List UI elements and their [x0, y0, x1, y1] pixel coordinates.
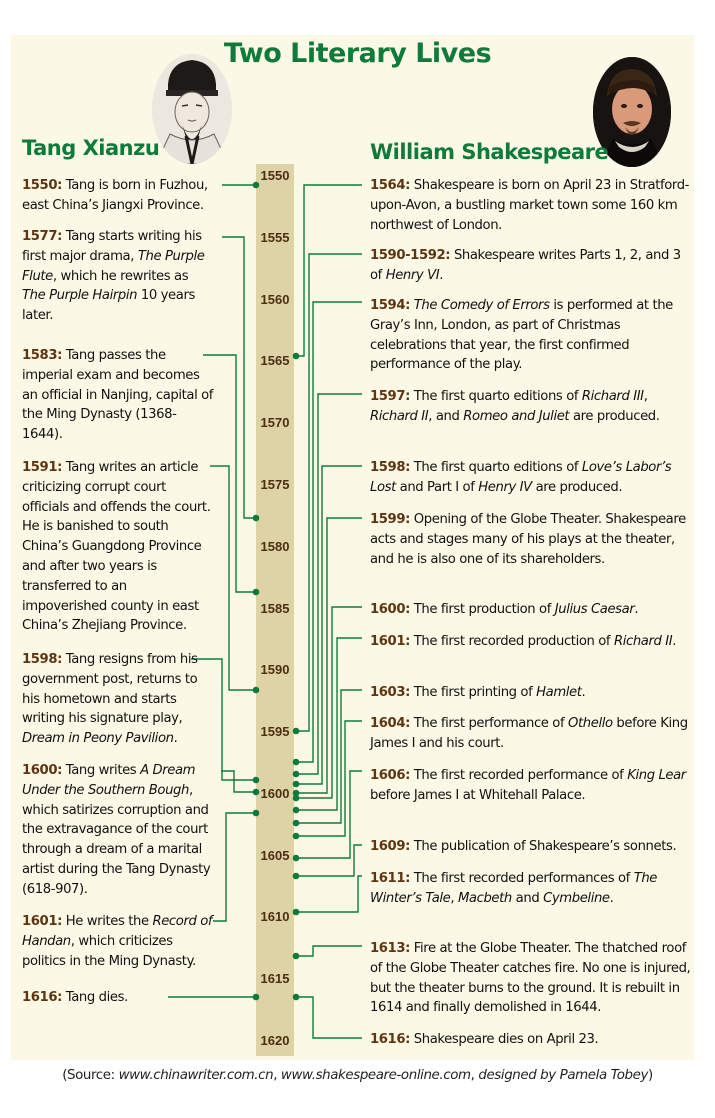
connector-tang-1577 [222, 237, 256, 518]
connector-shake-1597 [296, 394, 362, 774]
shakespeare-entry-1603: 1603: The first printing of Hamlet. [370, 685, 586, 700]
tang-entry-1598: 1598: Tang resigns from his government post, returns to his hometown and starts writing his signature play, Dream in Peony Pavilion. [22, 652, 198, 747]
connector-shake-1564 [296, 185, 362, 356]
connector-shake-1604 [296, 721, 362, 836]
shakespeare-entry-1599: 1599: Opening of the Globe Theater. Shakespeare acts and stages many of his plays at the theater, and he is also one of its shareholders. [370, 512, 686, 567]
timeline-year: 1615 [260, 971, 290, 986]
connector-shake-1590 [296, 254, 362, 731]
shakespeare-entry-1597: 1597: The first quarto editions of Richard III, Richard II, and Romeo and Juliet are produced. [370, 389, 660, 424]
shakespeare-entry-1609: 1609: The publication of Shakespeare’s sonnets. [370, 839, 677, 854]
william-shakespeare-heading: William Shakespeare [370, 140, 609, 164]
shakespeare-entry-1600: 1600: The first production of Julius Caesar. [370, 602, 639, 617]
timeline-year: 1580 [260, 539, 290, 554]
timeline-year: 1595 [260, 724, 290, 739]
tang-entry-1591: 1591: Tang writes an article criticizing corrupt court officials and offends the court. He is banished to south China’s Guangdong Province and after two years is transferred to an impoverished county in east China’s Zhejiang Province. [22, 460, 211, 634]
timeline-year: 1610 [260, 909, 290, 924]
timeline-year: 1550 [260, 168, 290, 183]
tang-entry-1600: 1600: Tang writes A Dream Under the Southern Bough, which satirizes corruption and the extravagance of the court through a dream of a marital artist during the Tang Dynasty (618-907). [22, 763, 211, 897]
shakespeare-entry-1606: 1606: The first recorded performance of King Lear before James I at Whitehall Palace. [370, 768, 686, 803]
shakespeare-entry-1604: 1604: The first performance of Othello before King James I and his court. [370, 716, 688, 751]
tang-entry-1583: 1583: Tang passes the imperial exam and becomes an official in Nanjing, capital of the Ming Dynasty (1368-1644). [22, 348, 214, 443]
timeline-year: 1560 [260, 292, 290, 307]
timeline-year: 1600 [260, 786, 290, 801]
connector-shake-1598 [296, 466, 362, 784]
shakespeare-entry-1594: 1594: The Comedy of Errors is performed at the Gray’s Inn, London, as part of Christmas celebrations that year, the first confirmed performance of the play. [370, 298, 673, 373]
connector-tang-1600 [221, 771, 256, 792]
connector-shake-1609 [296, 845, 362, 876]
connector-shake-1599 [296, 518, 362, 793]
tang-entry-1550: 1550: Tang is born in Fuzhou, east China’s Jiangxi Province. [22, 178, 208, 213]
shakespeare-entry-1598: 1598: The first quarto editions of Love’s Labor’s Lost and Part I of Henry IV are produced. [370, 460, 672, 495]
tang-entry-1616: 1616: Tang dies. [22, 990, 128, 1005]
connector-shake-1603 [296, 690, 362, 823]
timeline-year: 1575 [260, 477, 290, 492]
connector-shake-1616 [296, 997, 362, 1038]
shakespeare-entry-1564: 1564: Shakespeare is born on April 23 in Stratford-upon-Avon, a bustling market town some 160 km northwest of London. [370, 178, 690, 233]
timeline-year: 1620 [260, 1033, 290, 1048]
timeline-year: 1605 [260, 848, 290, 863]
shakespeare-entry-1601: 1601: The first recorded production of Richard II. [370, 634, 677, 649]
connector-tang-1601 [213, 813, 256, 921]
connector-tang-1591 [210, 466, 256, 690]
tang-entry-1601: 1601: He writes the Record of Handan, which criticizes politics in the Ming Dynasty. [22, 914, 213, 969]
connector-shake-1600 [296, 607, 362, 798]
timeline-year: 1555 [260, 230, 290, 245]
tang-entry-1577: 1577: Tang starts writing his first major drama, The Purple Flute, which he rewrites as The Purple Hairpin 10 years later. [22, 229, 205, 324]
shakespeare-entry-1616: 1616: Shakespeare dies on April 23. [370, 1032, 599, 1047]
timeline-year: 1570 [260, 415, 290, 430]
timeline-year: 1565 [260, 353, 290, 368]
shakespeare-entry-1613: 1613: Fire at the Globe Theater. The thatched roof of the Globe Theater catches fire. No one is injured, but the theater burns to the ground. It is rebuilt in 1614 and finally demolished in 1644. [370, 941, 691, 1016]
shakespeare-entry-1590-1592: 1590-1592: Shakespeare writes Parts 1, 2, and 3 of Henry VI. [370, 248, 681, 283]
shakespeare-entry-1611: 1611: The first recorded performances of The Winter’s Tale, Macbeth and Cymbeline. [370, 871, 658, 906]
timeline-year: 1585 [260, 601, 290, 616]
tang-xianzu-heading: Tang Xianzu [22, 136, 160, 160]
page-title: Two Literary Lives [223, 38, 492, 69]
connector-shake-1611 [296, 876, 362, 912]
source-credit: (Source: www.chinawriter.com.cn, www.shakespeare-online.com, designed by Pamela Tobey) [62, 1068, 653, 1083]
timeline-year: 1590 [260, 662, 290, 677]
connector-shake-1613 [296, 946, 362, 956]
connector-shake-1594 [296, 302, 362, 762]
